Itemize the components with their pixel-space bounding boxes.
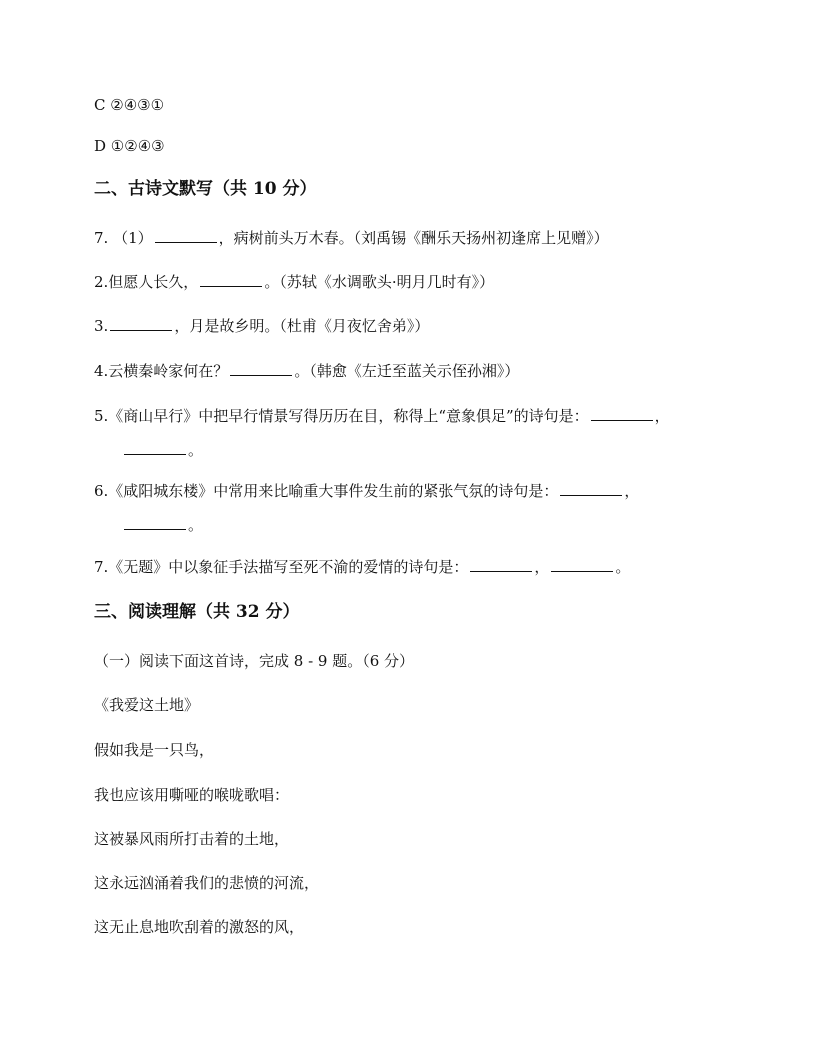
question-mid: ， (534, 558, 550, 576)
question-mid: ， (624, 482, 640, 500)
answer-blank (124, 515, 186, 530)
question-6-cont (122, 515, 203, 535)
poem-line: 这无止息地吹刮着的激怒的风， (94, 918, 305, 936)
question-6 (94, 481, 639, 501)
poem-title: 《我爱这土地》 (94, 696, 200, 714)
question-5-cont (122, 440, 203, 460)
poem-line: 我也应该用嘶哑的喉咙歌唱： (94, 786, 290, 804)
question-prefix: 7.《无题》中以象征手法描写至死不渝的爱情的诗句是： (94, 558, 469, 576)
poem-line: 假如我是一只鸟， (94, 741, 215, 759)
question-7-1 (94, 228, 609, 248)
option-c: C ②④③① (94, 96, 165, 114)
answer-blank (124, 440, 186, 455)
question-end: 。 (615, 558, 631, 576)
question-prefix: 5.《商山早行》中把早行情景写得历历在目，称得上“意象俱足”的诗句是： (94, 407, 589, 425)
question-prefix: 6.《咸阳城东楼》中常用来比喻重大事件发生前的紧张气氛的诗句是： (94, 482, 559, 500)
question-end: 。 (188, 516, 204, 534)
section3-heading: 三、阅读理解（共 32 分） (94, 602, 300, 622)
reading-intro: （一）阅读下面这首诗，完成 8 - 9 题。（6 分） (94, 652, 415, 670)
answer-blank (230, 361, 292, 376)
question-5 (94, 406, 670, 426)
question-suffix: 。（韩愈《左迁至蓝关示侄孙湘》） (294, 362, 520, 380)
question-7 (94, 557, 630, 577)
option-d: D ①②④③ (94, 137, 165, 155)
answer-blank (155, 228, 217, 243)
answer-blank (551, 557, 613, 572)
question-suffix: ，病树前头万木春。（刘禹锡《酬乐天扬州初逢席上见赠》） (218, 229, 609, 247)
question-prefix: 4.云横秦岭家何在？ (94, 362, 229, 380)
question-4 (94, 361, 519, 381)
poem-line: 这被暴风雨所打击着的土地， (94, 830, 290, 848)
answer-blank (200, 272, 262, 287)
question-end: 。 (188, 441, 204, 459)
question-prefix: 3. (94, 317, 109, 335)
answer-blank (560, 481, 622, 496)
question-prefix: 7. （1） (94, 229, 153, 247)
question-prefix: 2.但愿人长久， (94, 273, 199, 291)
question-3 (94, 316, 429, 336)
poem-line: 这永远汹涌着我们的悲愤的河流， (94, 874, 320, 892)
answer-blank (591, 406, 653, 421)
answer-blank (110, 316, 172, 331)
question-suffix: ，月是故乡明。（杜甫《月夜忆舍弟》） (174, 317, 430, 335)
question-mid: ， (654, 407, 670, 425)
question-suffix: 。（苏轼《水调歌头·明月几时有》） (264, 273, 495, 291)
question-2 (94, 272, 494, 292)
section2-heading: 二、古诗文默写（共 10 分） (94, 179, 317, 199)
answer-blank (470, 557, 532, 572)
